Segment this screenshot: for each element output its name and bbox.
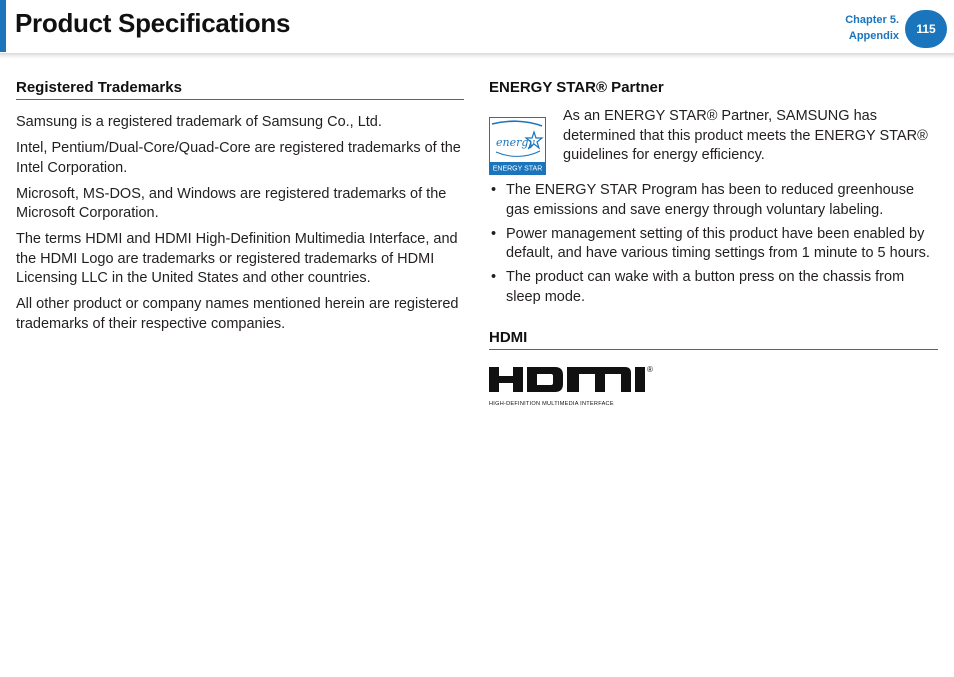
- page-title: Product Specifications: [15, 8, 291, 38]
- trademark-paragraph: All other product or company names mentioned herein are registered trademarks of their respective companies.: [16, 296, 459, 332]
- bullet-text: The product can wake with a button press on the chassis from sleep mode.: [506, 269, 905, 305]
- energy-star-intro-wrap: [563, 107, 938, 175]
- right-column: [489, 79, 938, 408]
- hdmi-logo: [489, 364, 655, 408]
- header-divider: [0, 53, 954, 59]
- hdmi-tagline: HIGH-DEFINITION MULTIMEDIA INTERFACE: [489, 401, 614, 407]
- bullet-text: The ENERGY STAR Program has been to reduced greenhouse gas emissions and save energy through voluntary labeling.: [506, 182, 915, 218]
- chapter-section: Appendix: [848, 30, 899, 42]
- trademarks-heading: Registered Trademarks: [16, 79, 182, 96]
- trademark-paragraph: Samsung is a registered trademark of Samsung Co., Ltd.: [16, 114, 382, 130]
- page-number-badge: 115: [905, 10, 947, 48]
- hdmi-heading: HDMI: [489, 329, 528, 346]
- bullet-dot: •: [491, 182, 497, 198]
- trademark-paragraph: Microsoft, MS-DOS, and Windows are registered trademarks of the Microsoft Corporation.: [16, 185, 447, 221]
- energy-star-heading: ENERGY STAR® Partner: [489, 79, 664, 96]
- svg-text:®: ®: [647, 365, 653, 374]
- title-accent-bar: [0, 0, 6, 52]
- trademarks-section-header: [16, 79, 464, 100]
- trademarks-list: [16, 113, 464, 334]
- energy-star-logo: [489, 117, 546, 175]
- bullet-text: Power management setting of this product have been enabled by default, and have various timing settings from 1 minute to 5 hours.: [506, 225, 930, 261]
- energy-star-block: [489, 107, 938, 175]
- bullet-dot: •: [491, 269, 497, 285]
- energy-star-bullets: [489, 181, 938, 307]
- list-item: [489, 181, 938, 220]
- hdmi-section-header: [489, 329, 938, 350]
- bullet-dot: •: [491, 225, 497, 242]
- energy-star-caption: ENERGY STAR: [492, 165, 543, 173]
- energy-star-script: energy: [496, 136, 535, 149]
- trademark-paragraph: The terms HDMI and HDMI High-Definition Multimedia Interface, and the HDMI Logo are trademarks or registered trademarks of HDMI Licensing LLC in the United States and other countries.: [16, 231, 458, 286]
- energy-star-intro: As an ENERGY STAR® Partner, SAMSUNG has determined that this product meets the ENERGY STAR® guidelines for energy efficiency.: [563, 108, 928, 163]
- list-item: [489, 225, 938, 264]
- list-item: [489, 268, 938, 307]
- chapter-label: [845, 12, 899, 44]
- trademark-paragraph: Intel, Pentium/Dual-Core/Quad-Core are registered trademarks of the Intel Corporation.: [16, 140, 461, 176]
- chapter-number: Chapter 5.: [845, 14, 899, 26]
- left-column: [16, 79, 464, 334]
